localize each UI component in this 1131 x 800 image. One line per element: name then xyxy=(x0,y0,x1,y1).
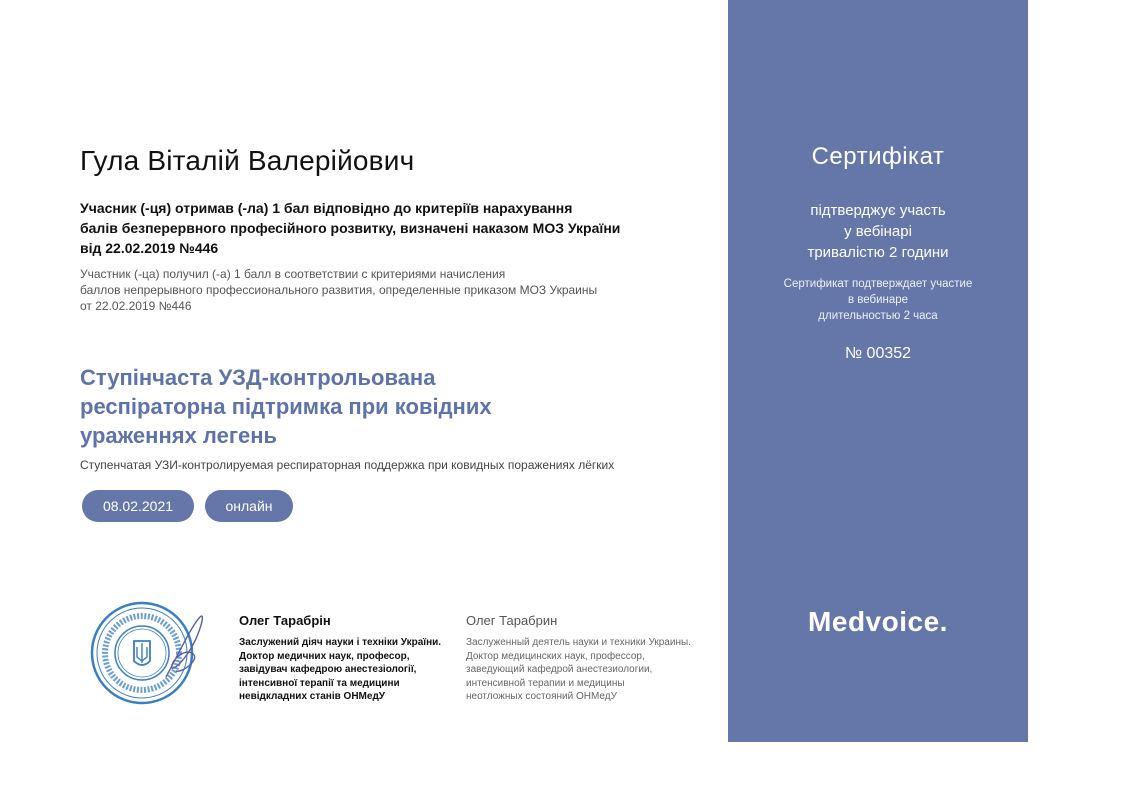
format-badge: онлайн xyxy=(205,490,293,522)
signatory-desc-line: інтенсивної терапії та медицини xyxy=(239,677,400,689)
statement-ua-line: від 22.02.2019 №446 xyxy=(80,240,219,256)
certificate-confirm-line: у вебінарі xyxy=(844,223,912,240)
signatory-desc-line: Заслуженный деятель науки и техники Украины. xyxy=(466,637,691,648)
seal-stamp xyxy=(92,603,192,703)
signatory-name-ua: Олег Тарабрін xyxy=(239,613,331,628)
signatory-desc-ua xyxy=(239,636,454,704)
certificate-confirm-line: длительностью 2 часа xyxy=(818,310,938,322)
webinar-title-line: респіраторна підтримка при ковідних xyxy=(80,394,492,419)
statement-ua xyxy=(80,198,680,258)
webinar-title-line: ураженнях легень xyxy=(80,423,278,448)
certificate-confirm-line: тривалістю 2 години xyxy=(807,244,949,261)
signatory-desc-line: Доктор медичних наук, професор, xyxy=(239,650,410,662)
date-badge: 08.02.2021 xyxy=(82,490,194,522)
statement-ru-line: Участник (-ца) получил (-а) 1 балл в соответствии с критериями начисления xyxy=(80,267,506,281)
signatory-ua xyxy=(239,613,454,704)
signatory-desc-line: неотложных состояний ОНМедУ xyxy=(466,691,617,702)
signatory-desc-line: Заслужений діяч науки і техніки України. xyxy=(239,637,442,648)
certificate-confirm-ru xyxy=(728,276,1028,324)
signatory-desc-line: невідкладних станів ОНМедУ xyxy=(239,691,386,702)
statement-ru xyxy=(80,266,680,314)
signatory-desc-line: интенсивной терапии и медицины xyxy=(466,677,625,689)
certificate-panel xyxy=(728,0,1028,742)
brand-logo: Medvoice. xyxy=(808,606,948,637)
recipient-name: Гула Віталій Валерійович xyxy=(80,145,415,176)
webinar-title-line: Ступінчаста УЗД-контрольована xyxy=(80,365,436,390)
signatory-desc-ru xyxy=(466,636,706,704)
statement-ua-line: Учасник (-ця) отримав (-ла) 1 бал відповідно до критеріїв нарахування xyxy=(80,200,573,216)
certificate-confirm-line: в вебинаре xyxy=(847,294,909,306)
certificate-confirm-ua xyxy=(728,200,1028,263)
official-seal-icon xyxy=(80,595,210,707)
statement-ru-line: баллов непрерывного профессионального развития, определенные приказом МОЗ Украины xyxy=(80,283,598,297)
signatory-desc-line: Доктор медицинских наук, профессор, xyxy=(466,650,645,662)
signatory-desc-line: заведующий кафедрой анестезиологии, xyxy=(466,664,653,675)
statement-ru-line: от 22.02.2019 №446 xyxy=(80,299,192,313)
signatory-ru xyxy=(466,613,706,704)
certificate-title: Сертифікат xyxy=(811,143,945,170)
certificate-number: № 00352 xyxy=(844,345,912,362)
webinar-title xyxy=(80,363,640,450)
certificate-confirm-line: підтверджує участь xyxy=(810,202,946,219)
certificate-confirm-line: Сертификат подтверждает участие xyxy=(783,278,973,290)
statement-ua-line: балів безперервного професійного розвитку, визначені наказом МОЗ України xyxy=(80,220,621,236)
signatory-name-ru: Олег Тарабрин xyxy=(466,613,558,628)
signatory-desc-line: завідувач кафедрою анестезіології, xyxy=(239,664,417,675)
webinar-subtitle-ru: Ступенчатая УЗИ-контролируемая респираторная поддержка при ковидных поражениях лёгких xyxy=(80,458,615,472)
